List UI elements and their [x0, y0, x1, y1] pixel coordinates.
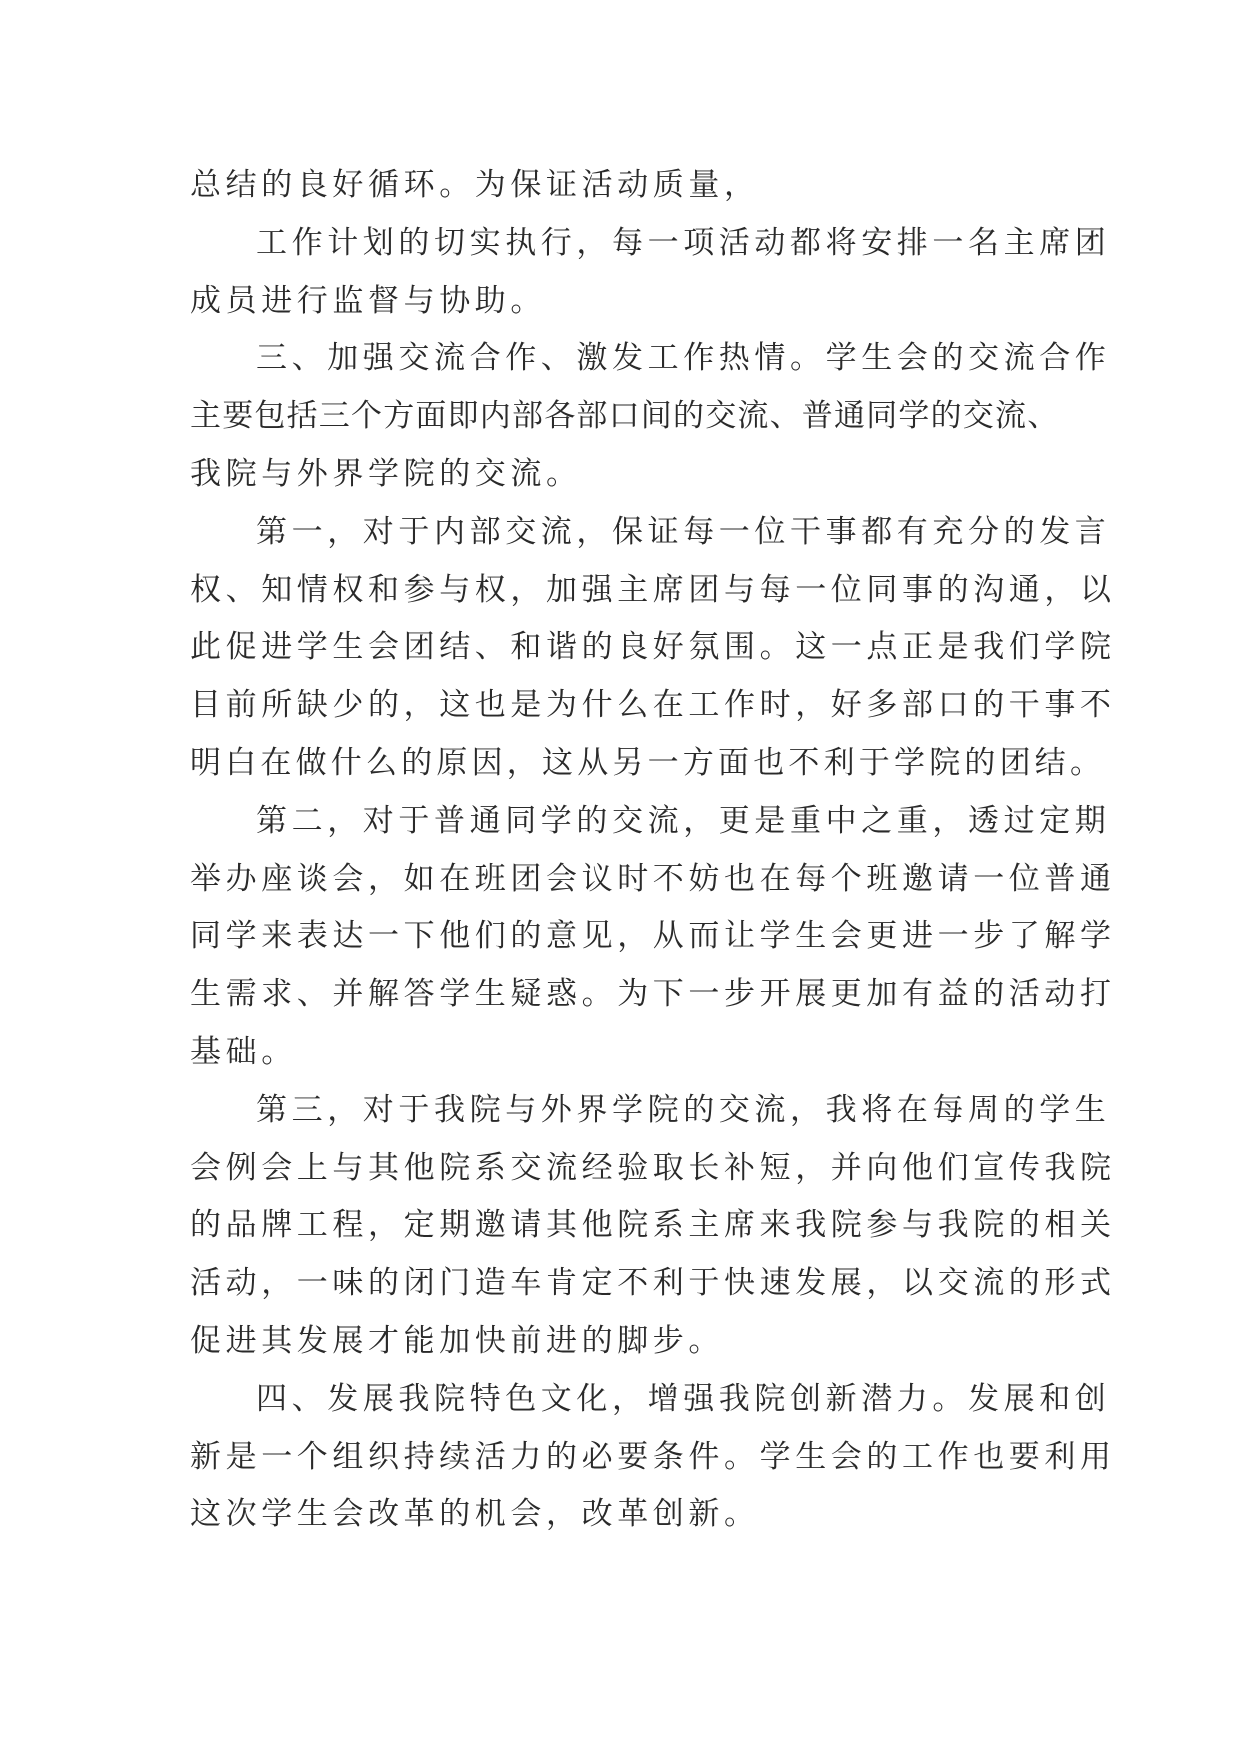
text-line: 的品牌工程，定期邀请其他院系主席来我院参与我院的相关 — [190, 1207, 1116, 1244]
text-line: 活动，一味的闭门造车肯定不利于快速发展，以交流的形式 — [190, 1265, 1116, 1302]
text-line: 会例会上与其他院系交流经验取长补短，并向他们宣传我院 — [190, 1149, 1116, 1186]
text-line: 基础。 — [190, 1033, 297, 1070]
text-line: 我院与外界学院的交流。 — [190, 455, 582, 492]
text-line: 新是一个组织持续活力的必要条件。学生会的工作也要利用 — [190, 1438, 1116, 1475]
document-body — [190, 165, 1116, 1552]
paragraph-start-line: 工作计划的切实执行，每一项活动都将安排一名主席团 — [256, 224, 1111, 261]
text-line: 此促进学生会团结、和谐的良好氛围。这一点正是我们学院 — [190, 629, 1116, 666]
paragraph-start-line: 第二，对于普通同学的交流，更是重中之重，透过定期 — [256, 802, 1111, 839]
text-line: 生需求、并解答学生疑惑。为下一步开展更加有益的活动打 — [190, 976, 1116, 1013]
text-line: 明白在做什么的原因，这从另一方面也不利于学院的团结。 — [190, 744, 1106, 781]
paragraph-start-line: 第三，对于我院与外界学院的交流，我将在每周的学生 — [256, 1091, 1111, 1128]
text-line: 这次学生会改革的机会，改革创新。 — [190, 1496, 760, 1533]
text-line: 举办座谈会，如在班团会议时不妨也在每个班邀请一位普通 — [190, 860, 1116, 897]
text-line: 目前所缺少的，这也是为什么在工作时，好多部口的干事不 — [190, 687, 1116, 724]
text-line: 成员进行监督与协助。 — [190, 282, 546, 319]
text-line: 权、知情权和参与权，加强主席团与每一位同事的沟通，以 — [190, 571, 1116, 608]
text-line: 促进其发展才能加快前进的脚步。 — [190, 1322, 724, 1359]
paragraph-start-line: 三、加强交流合作、激发工作热情。学生会的交流合作 — [256, 340, 1111, 377]
text-line: 总结的良好循环。为保证活动质量， — [190, 167, 760, 203]
text-line: 同学来表达一下他们的意见，从而让学生会更进一步了解学 — [190, 918, 1116, 955]
paragraph-start-line: 四、发展我院特色文化，增强我院创新潜力。发展和创 — [256, 1380, 1111, 1417]
paragraph-start-line: 第一，对于内部交流，保证每一位干事都有充分的发言 — [256, 513, 1111, 550]
text-line: 主要包括三个方面即内部各部口间的交流、普通同学的交流、 — [190, 398, 1060, 435]
